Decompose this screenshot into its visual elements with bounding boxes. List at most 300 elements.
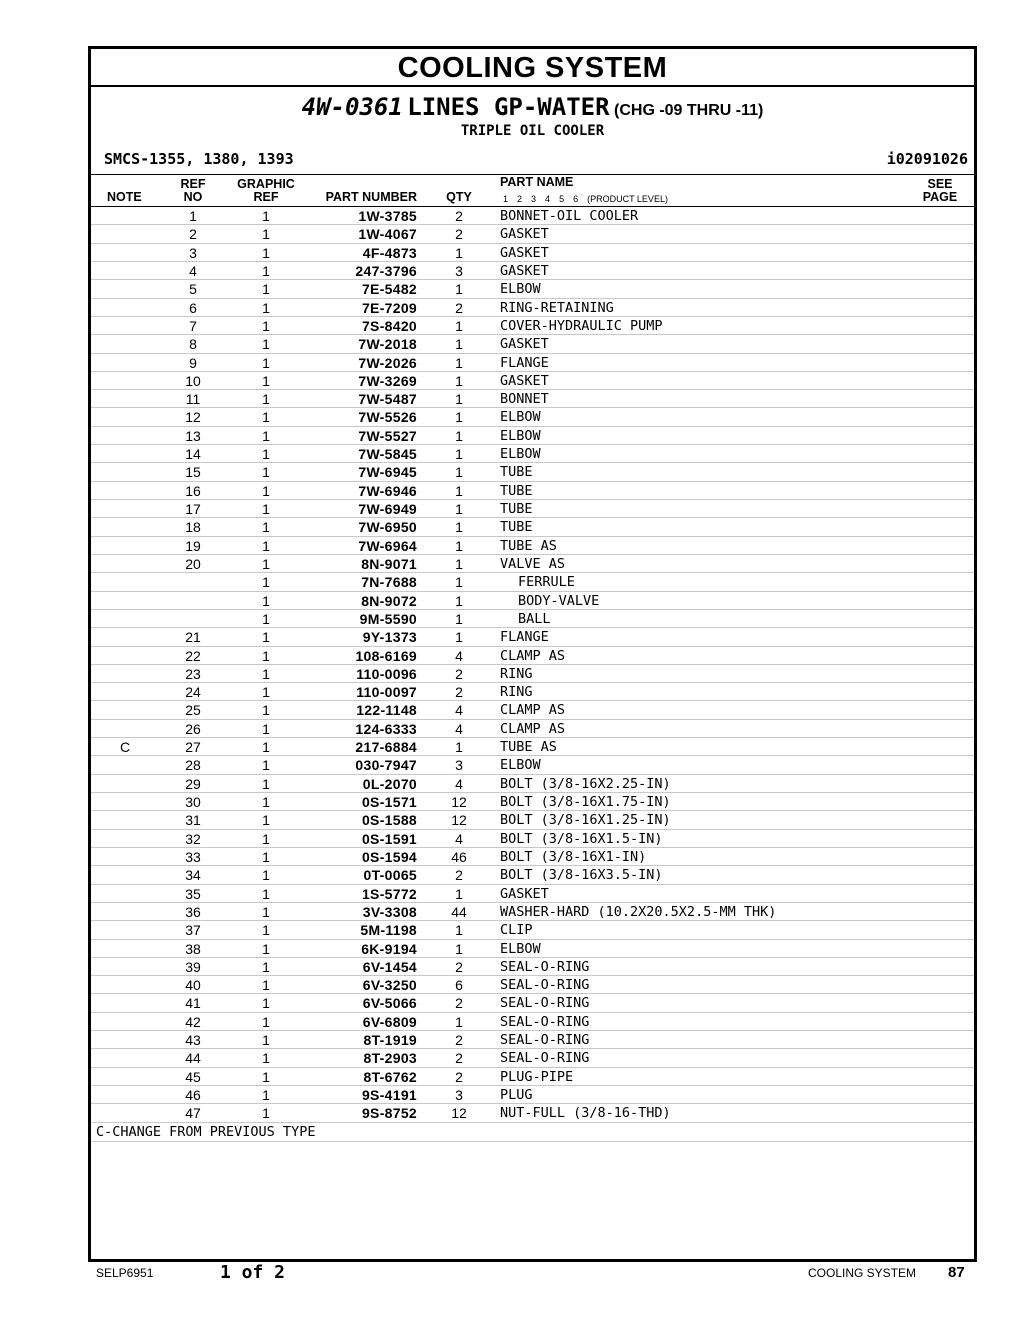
graphic-ref-cell: 1 xyxy=(262,812,270,829)
page-number: 87 xyxy=(948,1264,965,1281)
qty-cell: 1 xyxy=(455,519,463,536)
part-name-cell: BOLT (3/8-16X1.5-IN) xyxy=(500,830,663,847)
part-number-cell: 7W-3269 xyxy=(358,372,417,389)
part-number-cell: 7W-6946 xyxy=(358,482,417,499)
part-name-cell: CLAMP AS xyxy=(500,720,566,737)
graphic-ref-cell: 1 xyxy=(262,647,270,664)
part-name-cell: TUBE AS xyxy=(500,537,557,554)
qty-cell: 1 xyxy=(455,336,463,353)
part-name-cell: BONNET xyxy=(500,391,549,408)
table-row xyxy=(91,537,974,555)
qty-cell: 3 xyxy=(455,757,463,774)
part-name-cell: GASKET xyxy=(500,372,549,389)
table-row xyxy=(91,262,974,280)
qty-cell: 2 xyxy=(455,684,463,701)
part-number-cell: 247-3796 xyxy=(355,262,417,279)
ref-no-cell: 7 xyxy=(189,317,197,334)
ref-no-cell: 39 xyxy=(185,958,201,975)
part-name-cell: BOLT (3/8-16X1-IN) xyxy=(500,848,647,865)
graphic-ref-cell: 1 xyxy=(262,372,270,389)
part-number-cell: 0S-1588 xyxy=(361,812,417,829)
ref-no-cell: 22 xyxy=(185,647,201,664)
part-number-cell: 124-6333 xyxy=(355,720,417,737)
ref-no-cell: 13 xyxy=(185,427,201,444)
table-row xyxy=(91,500,974,518)
parts-table xyxy=(91,207,974,1142)
part-name-cell: RING xyxy=(500,665,533,682)
product-level: 6 xyxy=(573,194,579,204)
ref-no-cell: 17 xyxy=(185,501,201,517)
graphic-ref-cell: 1 xyxy=(262,555,270,572)
part-name-cell: VALVE AS xyxy=(500,555,566,572)
part-name-cell: GASKET xyxy=(500,262,549,279)
qty-cell: 3 xyxy=(455,262,463,279)
ref-no-cell: 37 xyxy=(185,922,201,939)
graphic-ref-cell: 1 xyxy=(262,720,270,737)
ref-no-cell: 19 xyxy=(185,537,201,554)
table-row xyxy=(91,1013,974,1031)
product-level: 3 xyxy=(531,194,537,204)
ref-no-cell: 10 xyxy=(185,372,201,389)
table-row xyxy=(91,207,974,225)
qty-cell: 1 xyxy=(455,409,463,426)
table-row xyxy=(91,665,974,683)
graphic-ref-cell: 1 xyxy=(262,1013,270,1030)
col-header-see-top: SEE xyxy=(927,177,953,191)
qty-cell: 12 xyxy=(451,1105,467,1122)
part-number-cell: 7W-2026 xyxy=(358,354,417,371)
ref-no-cell: 18 xyxy=(185,519,201,536)
ref-no-cell: 3 xyxy=(189,244,197,261)
part-name-cell: GASKET xyxy=(500,336,549,353)
qty-cell: 2 xyxy=(455,1032,463,1049)
table-row xyxy=(91,683,974,701)
col-header-qty: QTY xyxy=(446,190,472,204)
graphic-ref-cell: 1 xyxy=(262,757,270,774)
qty-cell: 2 xyxy=(455,958,463,975)
qty-cell: 2 xyxy=(455,226,463,243)
document-id: SELP6951 xyxy=(96,1266,154,1280)
group-name: LINES GP-WATER xyxy=(407,93,610,121)
graphic-ref-cell: 1 xyxy=(262,537,270,554)
part-name-cell: ELBOW xyxy=(500,757,541,774)
ref-no-cell: 23 xyxy=(185,665,201,682)
graphic-ref-cell: 1 xyxy=(262,958,270,975)
col-header-ref-bottom: NO xyxy=(183,190,203,204)
note-cell: C xyxy=(119,739,131,756)
ref-no-cell: 32 xyxy=(185,830,201,847)
qty-cell: 2 xyxy=(455,299,463,316)
qty-cell: 1 xyxy=(455,629,463,646)
graphic-ref-cell: 1 xyxy=(262,922,270,939)
qty-cell: 1 xyxy=(455,244,463,261)
graphic-ref-cell: 1 xyxy=(262,867,270,884)
part-name-cell: COVER-HYDRAULIC PUMP xyxy=(500,317,663,334)
graphic-ref-cell: 1 xyxy=(262,354,270,371)
product-level: 1 xyxy=(503,194,509,204)
ref-no-cell: 28 xyxy=(185,757,201,774)
table-row xyxy=(91,793,974,811)
part-name-cell: PLUG xyxy=(500,1087,533,1103)
qty-cell: 1 xyxy=(455,464,463,481)
part-number-cell: 5M-1198 xyxy=(360,922,417,939)
table-row xyxy=(91,482,974,500)
ref-no-cell: 35 xyxy=(185,885,201,902)
ref-no-cell: 47 xyxy=(185,1105,201,1122)
ref-no-cell: 8 xyxy=(189,336,197,353)
graphic-ref-cell: 1 xyxy=(262,665,270,682)
page-of: 1 of 2 xyxy=(220,1262,286,1283)
table-row xyxy=(91,866,974,884)
table-row xyxy=(91,940,974,958)
qty-cell: 3 xyxy=(455,1087,463,1103)
graphic-ref-cell: 1 xyxy=(262,684,270,701)
table-row xyxy=(91,1086,974,1104)
graphic-ref-cell: 1 xyxy=(262,464,270,481)
part-number-cell: 6V-6809 xyxy=(362,1013,417,1030)
graphic-ref-cell: 1 xyxy=(262,226,270,243)
col-header-part-number: PART NUMBER xyxy=(325,190,417,204)
part-name-cell: FERRULE xyxy=(518,574,575,591)
part-name-cell: TUBE xyxy=(500,519,533,536)
ref-no-cell: 1 xyxy=(189,208,197,224)
graphic-ref-cell: 1 xyxy=(262,446,270,463)
part-number-cell: 9Y-1373 xyxy=(362,629,417,646)
part-name-cell: CLAMP AS xyxy=(500,647,566,664)
qty-cell: 4 xyxy=(455,647,463,664)
part-name-cell: SEAL-O-RING xyxy=(500,958,590,975)
ref-no-cell: 5 xyxy=(189,281,197,298)
qty-cell: 1 xyxy=(455,739,463,756)
qty-cell: 1 xyxy=(455,501,463,517)
table-row xyxy=(91,518,974,536)
table-row xyxy=(91,317,974,335)
ref-no-cell: 44 xyxy=(185,1050,201,1067)
part-number-cell: 217-6884 xyxy=(355,739,417,756)
graphic-ref-cell: 1 xyxy=(262,775,270,792)
table-row xyxy=(91,885,974,903)
part-number-cell: 7W-5527 xyxy=(358,427,417,444)
part-name-cell: BOLT (3/8-16X1.75-IN) xyxy=(500,794,671,810)
table-row xyxy=(91,1049,974,1067)
graphic-ref-cell: 1 xyxy=(262,519,270,536)
part-number-cell: 0L-2070 xyxy=(362,775,417,792)
table-row xyxy=(91,225,974,243)
part-name-cell: TUBE xyxy=(500,482,533,499)
col-header-see-bottom: PAGE xyxy=(922,190,958,204)
graphic-ref-cell: 1 xyxy=(262,501,270,517)
part-number-cell: 6V-1454 xyxy=(362,958,417,975)
part-number-cell: 8N-9072 xyxy=(361,592,417,609)
qty-cell: 4 xyxy=(455,830,463,847)
graphic-ref-cell: 1 xyxy=(262,409,270,426)
ref-no-cell: 2 xyxy=(189,226,197,243)
part-name-cell: ELBOW xyxy=(500,409,541,426)
qty-cell: 1 xyxy=(455,482,463,499)
footer-section: COOLING SYSTEM xyxy=(808,1266,917,1280)
graphic-ref-cell: 1 xyxy=(262,299,270,316)
qty-cell: 2 xyxy=(455,208,463,224)
table-row xyxy=(91,463,974,481)
ref-no-cell: 20 xyxy=(185,555,201,572)
graphic-ref-cell: 1 xyxy=(262,208,270,224)
col-header-part-name: PART NAME xyxy=(500,175,574,189)
table-row xyxy=(91,1031,974,1049)
table-row xyxy=(91,610,974,628)
ref-no-cell: 30 xyxy=(185,794,201,810)
table-row xyxy=(91,299,974,317)
part-name-cell: GASKET xyxy=(500,244,549,261)
part-number-cell: 6V-5066 xyxy=(362,995,417,1012)
graphic-ref-cell: 1 xyxy=(262,574,270,591)
ref-no-cell: 46 xyxy=(185,1087,201,1103)
part-number-cell: 4F-4873 xyxy=(362,244,417,261)
qty-cell: 1 xyxy=(455,317,463,334)
part-name-cell: TUBE xyxy=(500,501,533,517)
col-header-graphic-top: GRAPHIC xyxy=(237,177,295,191)
part-number-cell: 7W-5845 xyxy=(358,446,417,463)
graphic-ref-cell: 1 xyxy=(262,1087,270,1103)
ref-no-cell: 6 xyxy=(189,299,197,316)
graphic-ref-cell: 1 xyxy=(262,977,270,994)
table-row xyxy=(91,756,974,774)
table-row xyxy=(91,335,974,353)
ref-no-cell: 12 xyxy=(185,409,201,426)
part-name-cell: NUT-FULL (3/8-16-THD) xyxy=(500,1105,671,1122)
part-name-cell: FLANGE xyxy=(500,629,549,646)
qty-cell: 2 xyxy=(455,665,463,682)
table-row xyxy=(91,573,974,591)
table-row xyxy=(91,994,974,1012)
graphic-ref-cell: 1 xyxy=(262,903,270,920)
table-row xyxy=(91,1068,974,1086)
qty-cell: 2 xyxy=(455,1050,463,1067)
table-row xyxy=(91,244,974,262)
part-number-cell: 7W-5487 xyxy=(358,391,417,408)
part-number-cell: 110-0097 xyxy=(356,684,417,701)
qty-cell: 1 xyxy=(455,940,463,957)
ref-no-cell: 34 xyxy=(185,867,201,884)
product-level: 5 xyxy=(559,194,565,204)
footnote: C-CHANGE FROM PREVIOUS TYPE xyxy=(91,1123,974,1142)
part-number-cell: 0S-1591 xyxy=(361,830,417,847)
qty-cell: 6 xyxy=(455,977,463,994)
part-number-cell: 7W-6950 xyxy=(358,519,417,536)
ref-no-cell: 9 xyxy=(189,354,197,371)
group-subtitle: TRIPLE OIL COOLER xyxy=(460,123,605,139)
ref-no-cell: 24 xyxy=(185,684,201,701)
part-name-cell: SEAL-O-RING xyxy=(500,1032,590,1049)
part-name-cell: GASKET xyxy=(500,885,549,902)
table-row xyxy=(91,976,974,994)
part-number-cell: 7E-7209 xyxy=(361,299,417,316)
ref-no-cell: 42 xyxy=(185,1013,201,1030)
ref-no-cell: 21 xyxy=(185,629,201,646)
col-header-note: NOTE xyxy=(107,190,142,204)
parts-page-frame xyxy=(88,46,977,1262)
illustration-id: i02091026 xyxy=(886,150,968,168)
qty-cell: 1 xyxy=(455,537,463,554)
qty-cell: 2 xyxy=(455,995,463,1012)
product-level: 4 xyxy=(545,194,551,204)
graphic-ref-cell: 1 xyxy=(262,702,270,719)
qty-cell: 4 xyxy=(455,720,463,737)
qty-cell: 44 xyxy=(451,903,467,920)
qty-cell: 12 xyxy=(451,794,467,810)
part-name-cell: RING xyxy=(500,684,533,701)
table-row xyxy=(91,390,974,408)
qty-cell: 46 xyxy=(451,848,467,865)
part-name-cell: SEAL-O-RING xyxy=(500,977,590,994)
part-number-cell: 110-0096 xyxy=(356,665,417,682)
part-name-cell: PLUG-PIPE xyxy=(500,1068,574,1085)
graphic-ref-cell: 1 xyxy=(262,244,270,261)
table-row xyxy=(91,958,974,976)
ref-no-cell: 15 xyxy=(185,464,201,481)
part-name-cell: CLAMP AS xyxy=(500,702,566,719)
smcs-codes: SMCS-1355, 1380, 1393 xyxy=(104,150,294,168)
part-number-cell: 8T-6762 xyxy=(363,1068,417,1085)
graphic-ref-cell: 1 xyxy=(262,610,270,627)
ref-no-cell: 38 xyxy=(185,940,201,957)
graphic-ref-cell: 1 xyxy=(262,1032,270,1049)
part-number-cell: 7W-6949 xyxy=(358,501,417,517)
ref-no-cell: 41 xyxy=(185,995,201,1012)
graphic-ref-cell: 1 xyxy=(262,739,270,756)
table-row xyxy=(91,830,974,848)
part-name-cell: BALL xyxy=(518,610,551,627)
part-number-cell: 7W-6964 xyxy=(358,537,417,554)
part-number-cell: 7W-2018 xyxy=(358,336,417,353)
page-title: COOLING SYSTEM xyxy=(91,49,974,87)
part-name-cell: WASHER-HARD (10.2X20.5X2.5-MM THK) xyxy=(500,903,777,920)
ref-no-cell: 16 xyxy=(185,482,201,499)
part-number-cell: 7W-5526 xyxy=(358,409,417,426)
qty-cell: 4 xyxy=(455,702,463,719)
part-number-cell: 3V-3308 xyxy=(362,903,417,920)
product-level-label: (PRODUCT LEVEL) xyxy=(587,194,668,204)
graphic-ref-cell: 1 xyxy=(262,262,270,279)
part-number-cell: 0T-0065 xyxy=(363,867,417,884)
table-row xyxy=(91,811,974,829)
table-row xyxy=(91,372,974,390)
ref-no-cell: 45 xyxy=(185,1068,201,1085)
table-row xyxy=(91,280,974,298)
qty-cell: 1 xyxy=(455,391,463,408)
part-name-cell: BODY-VALVE xyxy=(518,592,600,609)
part-name-cell: ELBOW xyxy=(500,446,541,463)
graphic-ref-cell: 1 xyxy=(262,830,270,847)
group-heading xyxy=(91,93,974,121)
graphic-ref-cell: 1 xyxy=(262,885,270,902)
part-name-cell: ELBOW xyxy=(500,940,541,957)
part-name-cell: FLANGE xyxy=(500,354,549,371)
part-number-cell: 7S-8420 xyxy=(361,317,417,334)
part-number-cell: 108-6169 xyxy=(355,647,417,664)
part-number-cell: 1S-5772 xyxy=(361,885,417,902)
table-row xyxy=(91,903,974,921)
qty-cell: 1 xyxy=(455,610,463,627)
part-number-cell: 122-1148 xyxy=(356,702,417,719)
qty-cell: 1 xyxy=(455,885,463,902)
table-row xyxy=(91,555,974,573)
graphic-ref-cell: 1 xyxy=(262,391,270,408)
ref-no-cell: 26 xyxy=(185,720,201,737)
ref-no-cell: 11 xyxy=(185,391,201,408)
part-number-cell: 1W-4067 xyxy=(358,226,417,243)
graphic-ref-cell: 1 xyxy=(262,940,270,957)
part-number-cell: 030-7947 xyxy=(355,757,417,774)
table-row xyxy=(91,354,974,372)
graphic-ref-cell: 1 xyxy=(262,427,270,444)
part-name-cell: BONNET-OIL COOLER xyxy=(500,208,639,224)
graphic-ref-cell: 1 xyxy=(262,1050,270,1067)
ref-no-cell: 36 xyxy=(185,903,201,920)
qty-cell: 4 xyxy=(455,775,463,792)
part-number-cell: 7E-5482 xyxy=(361,281,417,298)
table-row xyxy=(91,628,974,646)
part-name-cell: GASKET xyxy=(500,226,549,243)
graphic-ref-cell: 1 xyxy=(262,281,270,298)
qty-cell: 2 xyxy=(455,1068,463,1085)
qty-cell: 1 xyxy=(455,372,463,389)
table-row xyxy=(91,701,974,719)
graphic-ref-cell: 1 xyxy=(262,1068,270,1085)
product-levels xyxy=(503,194,677,204)
part-name-cell: ELBOW xyxy=(500,281,541,298)
table-row xyxy=(91,445,974,463)
part-name-cell: TUBE xyxy=(500,464,533,481)
qty-cell: 1 xyxy=(455,427,463,444)
graphic-ref-cell: 1 xyxy=(262,482,270,499)
part-name-cell: SEAL-O-RING xyxy=(500,995,590,1012)
qty-cell: 1 xyxy=(455,574,463,591)
qty-cell: 1 xyxy=(455,446,463,463)
part-number-cell: 9M-5590 xyxy=(359,610,417,627)
table-row xyxy=(91,921,974,939)
part-name-cell: BOLT (3/8-16X1.25-IN) xyxy=(500,812,671,829)
ref-no-cell: 40 xyxy=(185,977,201,994)
qty-cell: 1 xyxy=(455,354,463,371)
part-name-cell: CLIP xyxy=(500,922,533,939)
table-row xyxy=(91,592,974,610)
table-row xyxy=(91,1104,974,1122)
qty-cell: 1 xyxy=(455,281,463,298)
graphic-ref-cell: 1 xyxy=(262,848,270,865)
table-row xyxy=(91,647,974,665)
graphic-ref-cell: 1 xyxy=(262,794,270,810)
graphic-ref-cell: 1 xyxy=(262,336,270,353)
qty-cell: 1 xyxy=(455,592,463,609)
part-number-cell: 7W-6945 xyxy=(358,464,417,481)
part-number-cell: 9S-8752 xyxy=(361,1105,417,1122)
table-row xyxy=(91,848,974,866)
qty-cell: 1 xyxy=(455,1013,463,1030)
ref-no-cell: 33 xyxy=(185,848,201,865)
graphic-ref-cell: 1 xyxy=(262,1105,270,1122)
part-number-cell: 6K-9194 xyxy=(361,940,417,957)
part-number-cell: 9S-4191 xyxy=(361,1087,417,1103)
ref-no-cell: 27 xyxy=(185,739,201,756)
table-row xyxy=(91,720,974,738)
part-number-cell: 8T-1919 xyxy=(363,1032,417,1049)
ref-no-cell: 14 xyxy=(185,446,201,463)
qty-cell: 2 xyxy=(455,867,463,884)
col-header-graphic-bottom: REF xyxy=(253,190,279,204)
part-name-cell: SEAL-O-RING xyxy=(500,1013,590,1030)
table-row xyxy=(91,738,974,756)
ref-no-cell: 4 xyxy=(189,262,197,279)
